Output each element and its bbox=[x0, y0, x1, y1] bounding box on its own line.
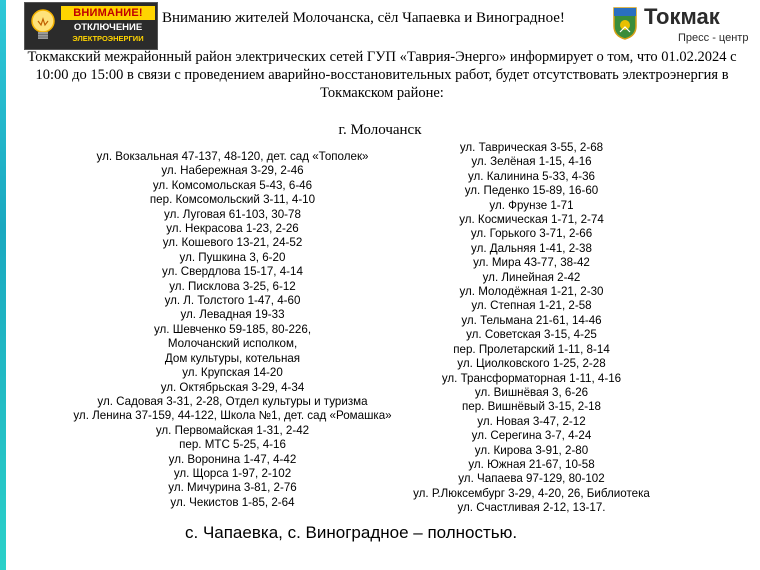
street-item: пер. Пролетарский 1-11, 8-14 bbox=[453, 342, 610, 356]
street-item: ул. Трансформаторная 1-11, 4-16 bbox=[441, 371, 622, 385]
street-item: ул. Левадная 19-33 bbox=[180, 308, 285, 322]
street-item: ул. Южная 21-67, 10-58 bbox=[468, 457, 595, 471]
street-item: ул. Советская 3-15, 4-25 bbox=[466, 328, 597, 342]
street-item: ул. Серегина 3-7, 4-24 bbox=[471, 429, 592, 443]
power-outage-banner bbox=[24, 2, 158, 50]
street-item: ул. Зелёная 1-15, 4-16 bbox=[471, 155, 592, 169]
street-item: ул. Ленина 37-159, 44-122, Школа №1, дет. сад «Ромашка» bbox=[73, 409, 392, 423]
street-item: ул. Комсомольская 5-43, 6-46 bbox=[152, 178, 313, 192]
street-item: ул. Циолковского 1-25, 2-28 bbox=[457, 357, 606, 371]
city-crest-icon bbox=[612, 6, 638, 40]
street-item: ул. Новая 3-47, 2-12 bbox=[477, 414, 586, 428]
street-item: пер. МТС 5-25, 4-16 bbox=[179, 438, 286, 452]
street-item: пер. Комсомольский 3-11, 4-10 bbox=[149, 193, 316, 207]
street-item: ул. Вишнёвая 3, 6-26 bbox=[474, 385, 589, 399]
street-item: ул. Линейная 2-42 bbox=[482, 270, 581, 284]
street-item: ул. Космическая 1-71, 2-74 bbox=[459, 213, 604, 227]
logo-subtitle: Пресс - центр bbox=[678, 32, 749, 44]
street-item: ул. Таврическая 3-55, 2-68 bbox=[459, 141, 604, 154]
street-item: ул. Горького 3-71, 2-66 bbox=[470, 227, 593, 241]
street-item: ул. Шевченко 59-185, 80-226, bbox=[153, 322, 312, 336]
street-item: ул. Мира 43-77, 38-42 bbox=[473, 256, 590, 270]
street-item: ул. Щорса 1-97, 2-102 bbox=[173, 466, 292, 480]
lightbulb-icon bbox=[28, 7, 58, 45]
street-item: ул. Крупская 14-20 bbox=[182, 366, 283, 380]
street-item: ул. Некрасова 1-23, 2-26 bbox=[166, 222, 299, 236]
street-item: ул. Садовая 3-31, 2-28, Отдел культуры и туризма bbox=[97, 394, 368, 408]
street-item: ул. Октябрьская 3-29, 4-34 bbox=[160, 380, 305, 394]
street-item: ул. Воронина 1-47, 4-42 bbox=[168, 452, 297, 466]
streets-right-column bbox=[390, 141, 673, 516]
street-item: Молочанский исполком, bbox=[167, 337, 298, 351]
street-item: ул. Луговая 61-103, 30-78 bbox=[164, 207, 301, 221]
street-item: пер. Вишнёвый 3-15, 2-18 bbox=[461, 400, 602, 414]
street-item: ул. Мичурина 3-81, 2-76 bbox=[168, 481, 297, 495]
banner-electricity-text: ЭЛЕКТРОЭНЕРГИИ bbox=[72, 34, 144, 43]
street-item: ул. Писклова 3-25, 6-12 bbox=[169, 279, 296, 293]
street-item: ул. Первомайская 1-31, 2-42 bbox=[155, 423, 310, 437]
street-item: ул. Кошевого 13-21, 24-52 bbox=[162, 236, 303, 250]
tokmak-logo bbox=[612, 4, 752, 48]
streets-left-column bbox=[40, 150, 425, 510]
street-item: ул. Фрунзе 1-71 bbox=[489, 198, 574, 212]
street-item: ул. Педенко 15-89, 16-60 bbox=[464, 184, 599, 198]
street-item: ул. Пушкина 3, 6-20 bbox=[179, 250, 286, 264]
street-item: ул. Чекистов 1-85, 2-64 bbox=[170, 495, 295, 509]
street-item: ул. Л. Толстого 1-47, 4-60 bbox=[164, 294, 301, 308]
street-item: ул. Набережная 3-29, 2-46 bbox=[161, 164, 304, 178]
banner-attention-text: ВНИМАНИЕ! bbox=[61, 6, 155, 20]
street-item: ул. Вокзальная 47-137, 48-120, дет. сад «Тополек» bbox=[96, 150, 369, 163]
street-item: ул. Свердлова 15-17, 4-14 bbox=[162, 265, 303, 279]
street-item: ул. Счастливая 2-12, 13-17. bbox=[457, 501, 606, 515]
street-item: ул. Калинина 5-33, 4-36 bbox=[468, 169, 595, 183]
villages-fully-note: с. Чапаевка, с. Виноградное – полностью. bbox=[185, 523, 518, 542]
street-item: Дом культуры, котельная bbox=[164, 351, 301, 365]
street-item: ул. Р.Люксембург 3-29, 4-20, 26, Библиотека bbox=[413, 486, 650, 500]
street-item: ул. Кирова 3-91, 2-80 bbox=[474, 443, 589, 457]
left-accent-bar bbox=[0, 0, 6, 570]
announcement-text: Токмакский межрайонный район электрических сетей ГУП «Таврия-Энерго» информирует о том, что 01.02.2024 с 10:00 до 15:00 в связи с проведением аварийно-восстановительных работ, будет отсутствовать электроэнергия в Токмакском районе: bbox=[27, 49, 737, 101]
logo-name: Токмак bbox=[644, 4, 720, 29]
street-item: ул. Чапаева 97-129, 80-102 bbox=[458, 472, 605, 486]
city-heading: г. Молочанск bbox=[338, 122, 422, 138]
street-item: ул. Тельмана 21-61, 14-46 bbox=[461, 313, 602, 327]
street-item: ул. Молодёжная 1-21, 2-30 bbox=[459, 285, 604, 299]
banner-outage-text: ОТКЛЮЧЕНИЕ bbox=[73, 22, 143, 33]
page-headline: Вниманию жителей Молочанска, сёл Чапаевка и Виноградное! bbox=[162, 10, 565, 26]
street-item: ул. Дальняя 1-41, 2-38 bbox=[471, 241, 592, 255]
street-item: ул. Степная 1-21, 2-58 bbox=[471, 299, 592, 313]
